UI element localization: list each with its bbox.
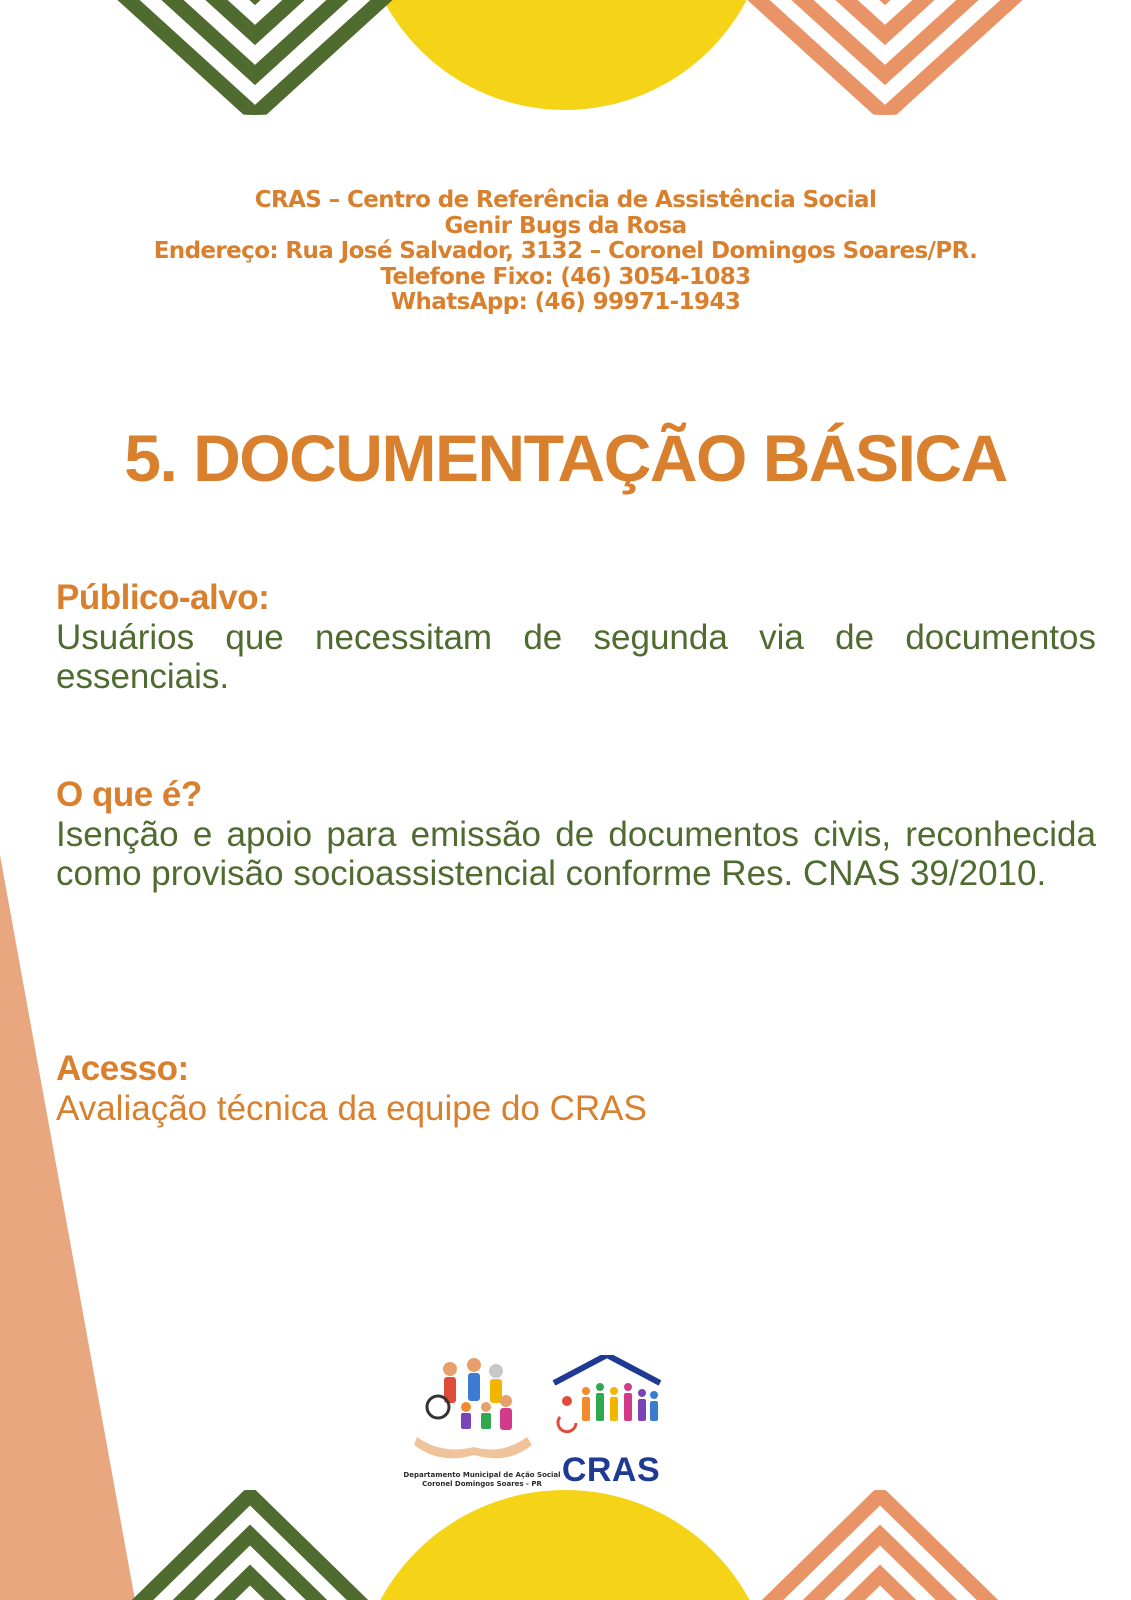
- section-body: Isenção e apoio para emissão de documentos civis, reconhecida como provisão socioassistencial conforme Res. CNAS 39/2010.: [56, 815, 1096, 893]
- yellow-half-circle-bottom: [355, 1490, 775, 1600]
- page-title: 5. DOCUMENTAÇÃO BÁSICA: [124, 421, 1007, 495]
- section-body: Avaliação técnica da equipe do CRAS: [56, 1089, 647, 1128]
- section-heading: O que é?: [56, 775, 202, 814]
- organization-header: [0, 188, 1131, 316]
- section-target-audience: [56, 578, 1096, 696]
- section-heading: Acesso:: [56, 1049, 189, 1088]
- department-logo-icon: [414, 1358, 532, 1458]
- yellow-half-circle-top: [360, 0, 770, 110]
- header-phone: Telefone Fixo: (46) 3054-1083: [380, 263, 751, 290]
- cras-logo-icon: [554, 1355, 660, 1432]
- section-heading: Público-alvo:: [56, 578, 270, 617]
- section-body: Usuários que necessitam de segunda via de documentos essenciais.: [56, 618, 1096, 696]
- header-organization-name: CRAS – Centro de Referência de Assistência Social: [254, 187, 877, 213]
- department-caption: [402, 1471, 562, 1489]
- department-caption-line: Departamento Municipal de Ação Social: [403, 1471, 561, 1479]
- header-address: Endereço: Rua José Salvador, 3132 – Coronel Domingos Soares/PR.: [153, 238, 978, 264]
- section-access: [56, 1049, 1096, 1128]
- header-unit-name: Genir Bugs da Rosa: [444, 212, 687, 239]
- cras-logo-text: CRAS: [561, 1451, 661, 1489]
- logos-footer: [402, 1355, 692, 1495]
- department-caption-line: Coronel Domingos Soares - PR: [422, 1480, 542, 1488]
- header-whatsapp: WhatsApp: (46) 99971-1943: [390, 289, 741, 315]
- section-what-is: [56, 775, 1096, 893]
- salmon-wedge: [0, 855, 135, 1600]
